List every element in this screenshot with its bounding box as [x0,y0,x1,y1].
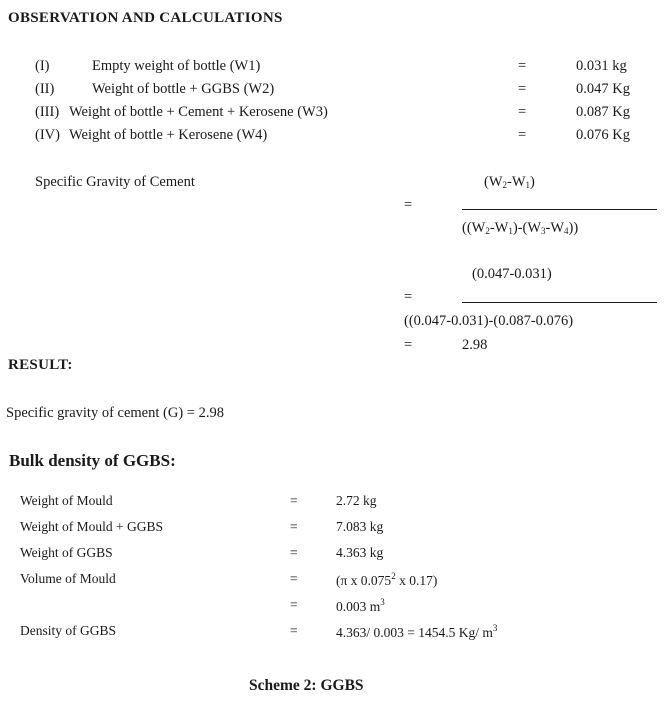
bulk-row-value: 4.363 kg [336,545,384,560]
scheme-caption: Scheme 2: GGBS [249,677,364,694]
equals-sign: = [290,597,298,612]
numeric-numerator: (0.047-0.031) [472,266,552,282]
formula-denominator: $((W_2-W_1)-(W_3-W_4))$ [462,220,579,236]
equals-sign: = [290,623,298,638]
numeric-denominator: ((0.047-0.031)-(0.087-0.076) [404,313,574,329]
row-number: (IV) [35,127,60,143]
volume-label: Volume of Mould [20,571,116,586]
equals-sign: = [518,58,527,74]
formula-equals: = [404,197,413,213]
equals-sign: = [518,104,527,120]
result-equals: = [404,337,413,353]
result-heading: RESULT: [8,357,73,373]
result-value: 2.98 [462,337,488,353]
row-value: 0.076 Kg [576,127,630,143]
equals-sign: = [290,571,298,586]
volume-result: 0.003 $m^3$ [336,597,385,614]
row-value: 0.047 Kg [576,81,630,97]
bulk-row-label: Weight of Mould [20,493,113,508]
row-label: Empty weight of bottle (W1) [92,58,261,74]
bulk-row-value: 2.72 kg [336,493,377,508]
equals-sign: = [518,81,527,97]
fraction-bar [462,209,657,210]
row-label: Weight of bottle + GGBS (W2) [92,81,275,97]
formula-numerator: $(W_2-W_1)$ [484,174,535,190]
equals-sign: = [290,493,298,508]
density-label: Density of GGBS [20,623,117,638]
section-heading: OBSERVATION AND CALCULATIONS [8,10,283,26]
bulk-row-label: Weight of GGBS [20,545,113,560]
fraction-bar [462,302,657,303]
row-number: (I) [35,58,50,74]
density-value: 4.363/ 0.003 = 1454.5 Kg/ $m^3$ [336,623,498,640]
equals-sign: = [518,127,527,143]
numeric-equals: = [404,289,413,305]
row-label: Weight of bottle + Cement + Kerosene (W3) [69,104,328,120]
result-text: Specific gravity of cement (G) = 2.98 [6,405,224,421]
equals-sign: = [290,519,298,534]
formula-label: Specific Gravity of Cement [35,174,195,190]
row-value: 0.031 kg [576,58,627,74]
bulk-row-label: Weight of Mould + GGBS [20,519,164,534]
equals-sign: = [290,545,298,560]
bulk-row-value: 7.083 kg [336,519,384,534]
volume-value: (π x 0.075$^2$ x 0.17) [336,571,438,588]
row-value: 0.087 Kg [576,104,630,120]
row-label: Weight of bottle + Kerosene (W4) [69,127,268,143]
row-number: (III) [35,104,60,120]
bulk-heading: Bulk density of GGBS: [9,451,176,470]
row-number: (II) [35,81,55,97]
